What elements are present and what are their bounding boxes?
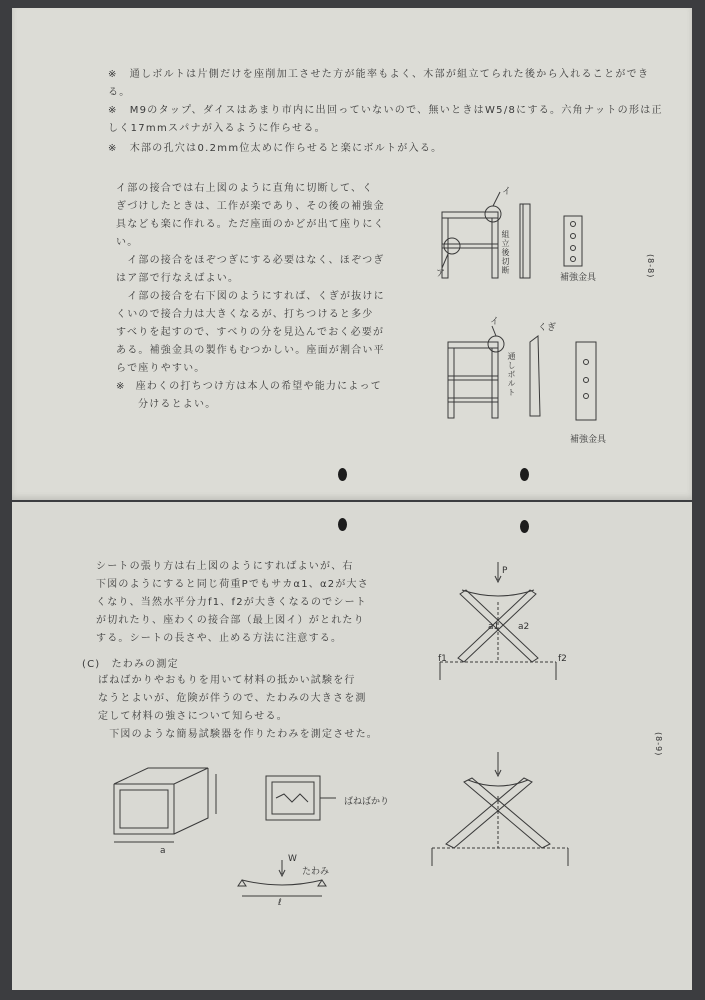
page-number: (8-8) bbox=[646, 254, 655, 279]
binding-hole bbox=[338, 518, 347, 531]
label-metal-2: 補強金具 bbox=[570, 435, 607, 445]
binding-hole bbox=[520, 468, 529, 481]
note-3: ※ 木部の孔穴は0.2mm位太めに作らせると楽にボルトが入る。 bbox=[108, 143, 443, 154]
binding-hole bbox=[338, 468, 347, 481]
label-f1: f1 bbox=[438, 654, 447, 664]
label-deflection: たわみ bbox=[302, 867, 330, 877]
label-f2: f2 bbox=[558, 654, 567, 664]
label-dim-a: a bbox=[160, 846, 166, 856]
note-1: ※ 通しボルトは片側だけを座削加工させた方が能率もよく、木部が組立てられた後から入れることができる。 bbox=[108, 69, 650, 98]
label-cut-after-assembly: 組立後切断 bbox=[501, 230, 510, 275]
last-note: ※ 座わくの打ちつけ方は本人の希望や能力によって 分けるとよい。 bbox=[116, 381, 382, 410]
label-l: ℓ bbox=[278, 898, 282, 908]
label-metal-1: 補強金具 bbox=[560, 273, 597, 283]
label-i2: イ bbox=[490, 317, 500, 327]
label-i1: イ bbox=[502, 187, 512, 197]
x-stool-figure-lower bbox=[420, 752, 590, 882]
label-through-bolt: 通しボルト bbox=[507, 352, 516, 397]
note-2: ※ M9のタップ、ダイスはあまり市内に出回っていないので、無いときはW5/8にする。六角ナットの形は正しく17mmスパナが入るように作らせる。 bbox=[108, 105, 663, 134]
x-stool-figure-upper bbox=[420, 562, 580, 692]
label-a: ア bbox=[436, 269, 446, 279]
label-p: P bbox=[502, 566, 508, 576]
test-box-figure bbox=[108, 764, 228, 854]
top-page bbox=[12, 8, 692, 500]
section-heading: (C) たわみの測定 bbox=[82, 659, 179, 670]
binding-hole bbox=[520, 520, 529, 533]
label-spring-scale: ばねばかり bbox=[344, 797, 390, 807]
label-a1: a1 bbox=[488, 622, 500, 632]
label-nail: くぎ bbox=[538, 323, 557, 333]
seat-paragraph: シートの張り方は右上図のようにすればよいが、右 下図のようにすると同じ荷重Pでもサカα1、α2が大さ くなり、当然水平分力f1、f2が大きくなるのでシート が切れたり、座わくの接合部（最上図イ）がとれたり する。シートの長さや、止める方法に注意する。 bbox=[96, 561, 369, 644]
spring-scale-figure bbox=[262, 770, 342, 830]
label-w: W bbox=[288, 854, 297, 864]
joint-paragraph: イ部の接合では右上図のように直角に切断して、く ぎづけしたときは、工作が楽であり、その後の補強金 具なども楽に作れる。ただ座面のかどが出て座りにく い。 イ部の接合をほぞつぎにする必要はなく、ほぞつぎ はア部で行なえばよい。 イ部の接合を右下図のようにすれば、くぎが抜けに くいので接合力は大きくなるが、打ちつけると多少 すべりを起すので、すべりの分を見込んでおく必要が ある。補強金具の製作もむつかしい。座面が割合い平 らで座りやすい。 bbox=[116, 183, 385, 374]
stool-figure-bolt-joint bbox=[422, 324, 622, 434]
bottom-page bbox=[12, 502, 692, 990]
page-number: (8-9) bbox=[654, 732, 663, 757]
deflection-paragraph: ばねばかりやおもりを用いて材料の抵かい試験を行 なうとよいが、危険が伴うので、たわみの大きさを測 定して材料の強さについて知らせる。 下図のような簡易試験器を作りたわみを測定させた。 bbox=[98, 675, 378, 740]
label-a2: a2 bbox=[518, 622, 530, 632]
